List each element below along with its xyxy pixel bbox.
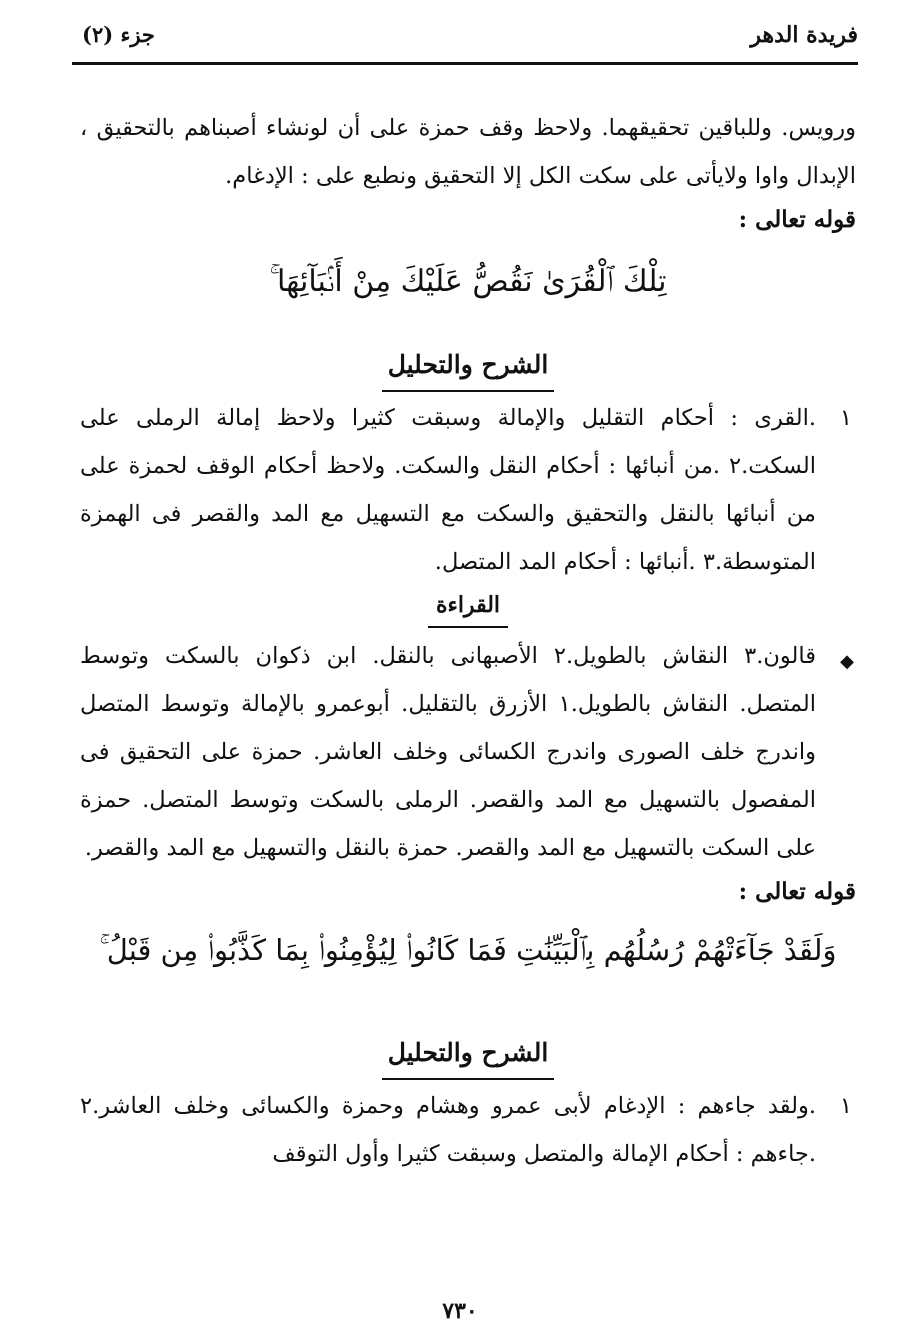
diamond-bullet-icon: ◆	[840, 651, 854, 672]
reading-text: قالون.٣ النقاش بالطويل.٢ الأصبهانى بالنقل. ابن ذكوان بالسكت وتوسط المتصل. النقاش بالطويل.١ الأزرق بالتقليل. أبوعمرو بالإمالة وتوسط المتصل واندرج خلف الصورى واندرج الكسائى وخلف العاشر. حمزة على التحقيق فى المفصول بالتسهيل مع المد والقصر. الرملى بالسكت وتوسط المتصل. حمزة على السكت بالتسهيل مع المد والقصر. حمزة بالنقل والتسهيل مع المد والقصر.	[80, 643, 817, 861]
subsection-heading-text: القراءة	[428, 588, 508, 628]
part-number: جزء (٢)	[82, 22, 155, 47]
item-number: ١	[839, 405, 852, 431]
quran-verse: وَلَقَدْ جَآءَتْهُمْ رُسُلُهُم بِٱلْبَيِّنَٰتِ فَمَا كَانُوا۟ لِيُؤْمِنُوا۟ بِمَا كَذَّبُوا۟ مِن قَبْلُ ۚ	[99, 933, 837, 967]
subsection-heading	[80, 588, 856, 628]
section-heading-text: الشرح والتحليل	[382, 1034, 555, 1080]
book-title: فريدة الدهر	[750, 22, 858, 48]
verse-label: قوله تعالى :	[738, 206, 856, 233]
intro-paragraph: ورويس. وللباقين تحقيقهما. ولاحظ وقف حمزة على أن لونشاء أصبناهم بالتحقيق ، الإبدال واوا ولايأتى على سكت الكل إلا التحقيق ونطبع على : الإدغام.	[80, 115, 857, 189]
section-heading	[80, 346, 856, 392]
section-heading-text: الشرح والتحليل	[382, 346, 555, 392]
explanation-paragraph	[80, 1082, 856, 1178]
header-divider	[72, 62, 858, 65]
page-number: ٧٣٠	[442, 1298, 478, 1324]
explanation-text: .القرى : أحكام التقليل والإمالة وسبقت كثيرا ولاحظ إمالة الرملى على السكت.٢ .من أنبائها : أحكام النقل والسكت. ولاحظ أحكام الوقف لحمزة على من أنبائها بالنقل والتحقيق والسكت مع التسهيل مع المد والقصر فى الهمزة المتوسطة.٣ .أنبائها : أحكام المد المتصل.	[80, 405, 816, 575]
page-body	[80, 104, 856, 1178]
section-heading	[80, 1034, 856, 1080]
reading-paragraph	[80, 632, 856, 872]
quran-verse: تِلْكَ ٱلْقُرَىٰ نَقُصُّ عَلَيْكَ مِنْ أَنۢبَآئِهَا ۚ	[269, 264, 667, 299]
explanation-paragraph	[80, 394, 856, 586]
explanation-text: .ولقد جاءهم : الإدغام لأبى عمرو وهشام وحمزة والكسائى وخلف العاشر.٢ .جاءهم : أحكام الإمالة والمتصل وسبقت كثيرا وأول التوقف	[80, 1093, 816, 1167]
verse-label: قوله تعالى :	[738, 878, 856, 905]
page-header	[72, 22, 858, 58]
item-number: ١	[839, 1093, 852, 1119]
